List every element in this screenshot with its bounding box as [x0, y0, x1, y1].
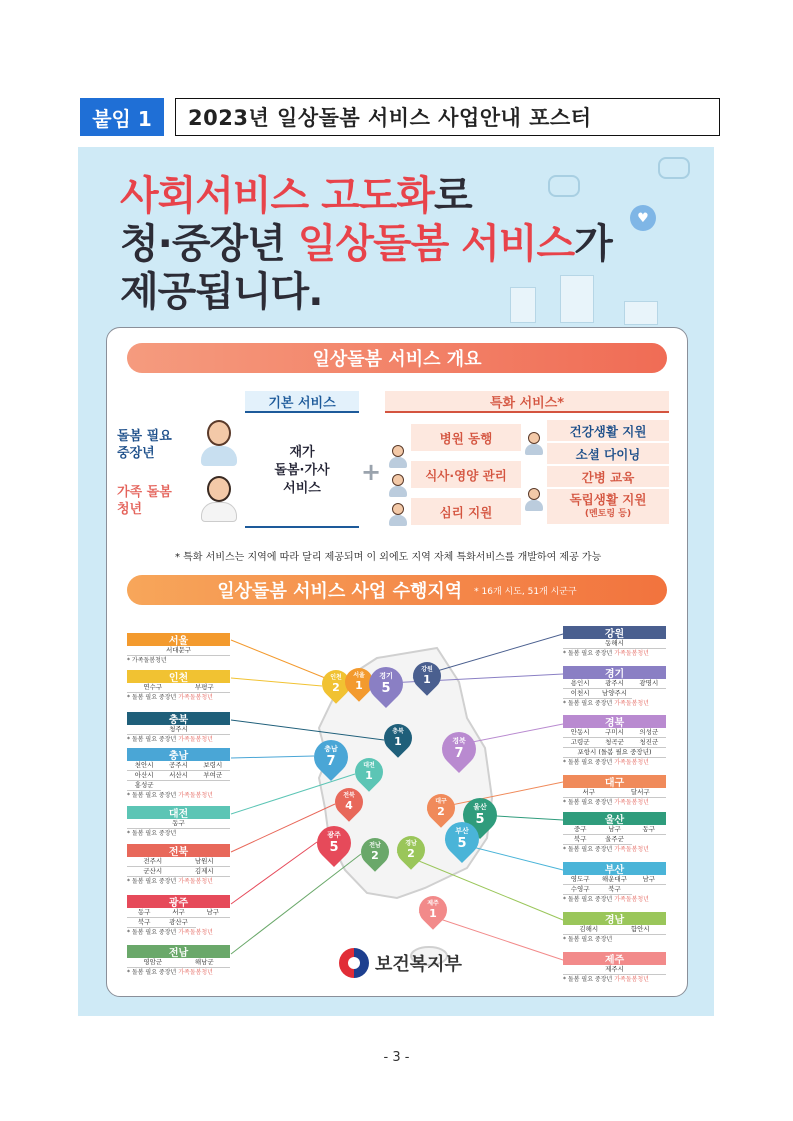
region-city: 포항시 (돌봄 필요 중장년) [563, 748, 666, 758]
map-pin-count: 5 [381, 681, 391, 696]
region-city: 동해시 [563, 639, 666, 649]
ministry-name: 보건복지부 [375, 954, 462, 975]
region-city-list [127, 725, 230, 735]
region-city-list [563, 825, 666, 845]
map-pin-count: 2 [407, 847, 415, 860]
map-pin-count: 7 [454, 746, 464, 761]
region-city: 서산시 [161, 771, 195, 781]
region-city: 아산시 [127, 771, 161, 781]
caregiver-icon [389, 445, 407, 469]
map-pin-label: 전남 [369, 842, 381, 849]
region-name: 인천 [127, 670, 230, 683]
chat-bubble-icon [658, 157, 690, 179]
region-city-list [127, 958, 230, 968]
region-box [563, 715, 666, 767]
region-box [563, 666, 666, 708]
region-target-note: * 돌봄 필요 중장년 가족돌봄청년 [563, 846, 649, 853]
map-pin-label: 충북 [392, 728, 404, 735]
region-city: 연수구 [127, 683, 179, 693]
special-service-footnote: * 특화 서비스는 지역에 따라 달리 제공되며 이 외에도 지역 자체 특화서비스를 개발하여 제공 가능 [175, 552, 602, 563]
region-city: 동구 [127, 908, 161, 918]
region-city: 남양주시 [597, 689, 631, 699]
region-target-note: * 돌봄 필요 중장년 가족돌봄청년 [127, 792, 213, 799]
region-city: 보령시 [196, 761, 230, 771]
special-independent-living: 독립생활 지원 (멘토링 등) [547, 489, 669, 525]
region-city-list [127, 646, 230, 656]
building-illustration [510, 287, 536, 323]
map-pin [361, 838, 389, 872]
area-banner: 일상돌봄 서비스 사업 수행지역 * 16개 시도, 51개 시군구 [127, 575, 667, 605]
region-name: 서울 [127, 633, 230, 646]
region-target-note: * 돌봄 필요 중장년 가족돌봄청년 [127, 878, 213, 885]
region-city-list [563, 965, 666, 975]
region-city-list [127, 857, 230, 877]
map-pin [317, 826, 351, 866]
map-pin [413, 662, 441, 696]
special-health-life: 건강생활 지원 [547, 420, 669, 442]
region-city: 북구 [127, 918, 161, 928]
map-pin-count: 2 [371, 849, 379, 862]
region-target-note: * 돌봄 필요 중장년 가족돌봄청년 [127, 736, 213, 743]
chat-bubble-icon [548, 175, 580, 197]
map-pin [445, 822, 479, 862]
map-pin-count: 1 [365, 769, 373, 782]
region-name: 대구 [563, 775, 666, 788]
region-city: 영도구 [563, 875, 597, 885]
target-youth-caregiver: 가족 돌봄 청년 [117, 485, 172, 517]
region-city: 서구 [161, 908, 195, 918]
region-name: 충남 [127, 748, 230, 761]
region-city-list [563, 679, 666, 699]
region-city: 남구 [597, 825, 631, 835]
region-city: 동구 [127, 819, 230, 829]
target-middle-aged: 돌봄 필요 중장년 [117, 429, 172, 461]
heart-icon: ♥ [630, 205, 656, 231]
region-target-note: * 돌봄 필요 중장년 [127, 830, 177, 837]
map-pin-count: 1 [355, 679, 363, 692]
region-city: 의성군 [632, 728, 666, 738]
info-card [106, 327, 688, 997]
map-pin-label: 강원 [421, 666, 433, 673]
region-city: 청주시 [127, 725, 230, 735]
man-avatar-icon [199, 476, 239, 522]
map-pin-count: 1 [394, 735, 402, 748]
region-target-note: * 돌봄 필요 중장년 가족돌봄청년 [563, 759, 649, 766]
region-box [563, 912, 666, 944]
map-pin [384, 724, 412, 758]
map-pin-count: 7 [326, 754, 336, 769]
region-city: 남구 [632, 875, 666, 885]
basic-service-header: 기본 서비스 [245, 391, 359, 413]
caregiver-icon [389, 503, 407, 527]
region-name: 충북 [127, 712, 230, 725]
region-city-list [563, 639, 666, 649]
region-city: 이천시 [563, 689, 597, 699]
map-pin-count: 4 [345, 799, 353, 812]
map-pin [419, 896, 447, 930]
region-city-list [127, 908, 230, 928]
map-pin [442, 732, 476, 772]
region-name: 경남 [563, 912, 666, 925]
ministry-logo [339, 948, 462, 978]
woman-avatar-icon [199, 420, 239, 466]
region-name: 광주 [127, 895, 230, 908]
map-pin-count: 1 [429, 907, 437, 920]
taegeuk-logo-icon [339, 948, 369, 978]
map-pin-count: 5 [329, 840, 339, 855]
region-city-list [563, 788, 666, 798]
region-name: 제주 [563, 952, 666, 965]
leader-line [231, 854, 361, 954]
region-city: 광주시 [597, 679, 631, 689]
caregiver-icon [389, 474, 407, 498]
region-city: 김제시 [179, 867, 231, 877]
region-city: 달서구 [615, 788, 667, 798]
map-pin-label: 제주 [427, 900, 439, 907]
special-service-header: 특화 서비스* [385, 391, 669, 413]
region-city: 전주시 [127, 857, 179, 867]
region-city: 홍성군 [127, 781, 161, 791]
region-box [127, 670, 230, 702]
map-pin-label: 경북 [452, 737, 466, 745]
region-city: 중구 [563, 825, 597, 835]
leader-line [231, 678, 322, 686]
region-city: 공주시 [161, 761, 195, 771]
region-target-note: * 가족돌봄청년 [127, 657, 167, 664]
special-care-education: 간병 교육 [547, 466, 669, 488]
region-box [127, 712, 230, 744]
region-box [127, 633, 230, 665]
region-box [563, 812, 666, 854]
region-target-note: * 돌봄 필요 중장년 [563, 936, 613, 943]
region-box [127, 748, 230, 800]
map-pin [369, 667, 403, 707]
region-city-list [127, 683, 230, 693]
caregiver-icon [525, 432, 543, 456]
map-pin-label: 울산 [473, 803, 487, 811]
region-target-note: * 돌봄 필요 중장년 가족돌봄청년 [127, 929, 213, 936]
region-city-list [563, 728, 666, 758]
region-name: 경기 [563, 666, 666, 679]
region-city: 군산시 [127, 867, 179, 877]
leader-line [231, 756, 314, 758]
region-box [127, 945, 230, 977]
region-target-note: * 돌봄 필요 중장년 가족돌봄청년 [563, 896, 649, 903]
map-pin-label: 전북 [343, 792, 355, 799]
region-city: 제주시 [563, 965, 666, 975]
region-city: 울주군 [597, 835, 631, 845]
region-box [563, 775, 666, 807]
region-target-note: * 돌봄 필요 중장년 가족돌봄청년 [563, 650, 649, 657]
region-box [563, 862, 666, 904]
region-city: 해운대구 [597, 875, 631, 885]
region-city: 광산구 [161, 918, 195, 928]
map-pin [335, 788, 363, 822]
headline-line-2: 청·중장년 일상돌봄 서비스가 [120, 221, 612, 267]
region-name: 경북 [563, 715, 666, 728]
plus-icon: + [361, 458, 382, 486]
region-target-note: * 돌봄 필요 중장년 가족돌봄청년 [563, 700, 649, 707]
region-city: 함안시 [615, 925, 667, 935]
map-pin-label: 인천 [330, 674, 342, 681]
region-box [563, 626, 666, 658]
special-nutrition: 식사·영양 관리 [411, 461, 521, 489]
region-name: 대전 [127, 806, 230, 819]
region-name: 전북 [127, 844, 230, 857]
region-city: 안동시 [563, 728, 597, 738]
map-pin-label: 부산 [455, 827, 469, 835]
map-pin [397, 836, 425, 870]
region-city: 청곡군 [597, 738, 631, 748]
region-name: 부산 [563, 862, 666, 875]
region-city: 부평구 [179, 683, 231, 693]
region-city: 북구 [563, 835, 597, 845]
region-city: 북구 [597, 885, 631, 895]
basic-service-cell: 재가 돌봄·가사 서비스 [245, 416, 359, 528]
region-target-note: * 돌봄 필요 중장년 가족돌봄청년 [127, 969, 213, 976]
map-pin-label: 경기 [379, 672, 393, 680]
leader-line [231, 842, 317, 904]
region-city: 광명시 [632, 679, 666, 689]
map-pin-count: 5 [475, 812, 485, 827]
headline-line-3: 제공됩니다. [120, 269, 323, 315]
region-city-list [563, 925, 666, 935]
building-illustration [624, 301, 658, 325]
map-pin-label: 충남 [324, 745, 338, 753]
overview-banner: 일상돌봄 서비스 개요 [127, 343, 667, 373]
region-city: 청진군 [632, 738, 666, 748]
special-psych-support: 심리 지원 [411, 498, 521, 526]
region-city-list [563, 875, 666, 895]
map-pin-label: 대전 [363, 762, 375, 769]
region-city: 부여군 [196, 771, 230, 781]
region-target-note: * 돌봄 필요 중장년 가족돌봄청년 [563, 976, 649, 983]
special-social-dining: 소셜 다이닝 [547, 443, 669, 465]
region-city-list [127, 761, 230, 791]
region-city: 동구 [632, 825, 666, 835]
region-city: 서구 [563, 788, 615, 798]
map-pin [314, 740, 348, 780]
region-box [127, 895, 230, 937]
map-pin-label: 서울 [353, 672, 365, 679]
region-city: 남구 [196, 908, 230, 918]
caregiver-icon [525, 488, 543, 512]
special-hospital-escort: 병원 동행 [411, 424, 521, 452]
map-pin-label: 광주 [327, 831, 341, 839]
region-city: 김해시 [563, 925, 615, 935]
region-city: 남원시 [179, 857, 231, 867]
region-target-note: * 돌봄 필요 중장년 가족돌봄청년 [127, 694, 213, 701]
map-pin-label: 대구 [435, 798, 447, 805]
region-name: 울산 [563, 812, 666, 825]
region-box [563, 952, 666, 984]
region-city: 수영구 [563, 885, 597, 895]
region-city: 천안시 [127, 761, 161, 771]
document-title: 2023년 일상돌봄 서비스 사업안내 포스터 [175, 98, 720, 136]
page-number: - 3 - [383, 1050, 410, 1065]
region-name: 강원 [563, 626, 666, 639]
attachment-tag: 붙임 1 [80, 98, 164, 136]
region-city: 고령군 [563, 738, 597, 748]
headline-line-1: 사회서비스 고도화로 [120, 173, 472, 219]
map-pin-count: 2 [332, 681, 340, 694]
region-name: 전남 [127, 945, 230, 958]
region-city: 서대문구 [127, 646, 230, 656]
poster [78, 147, 714, 1016]
region-city: 해남군 [179, 958, 231, 968]
region-city: 구미시 [597, 728, 631, 738]
map-pin [355, 758, 383, 792]
map-pin-count: 5 [457, 836, 467, 851]
region-city: 영암군 [127, 958, 179, 968]
region-city-list [127, 819, 230, 829]
map-pin-count: 1 [423, 673, 431, 686]
region-city: 용인시 [563, 679, 597, 689]
map-pin-label: 경남 [405, 840, 417, 847]
map-pin-count: 2 [437, 805, 445, 818]
region-box [127, 844, 230, 886]
region-target-note: * 돌봄 필요 중장년 가족돌봄청년 [563, 799, 649, 806]
region-box [127, 806, 230, 838]
building-illustration [560, 275, 594, 323]
